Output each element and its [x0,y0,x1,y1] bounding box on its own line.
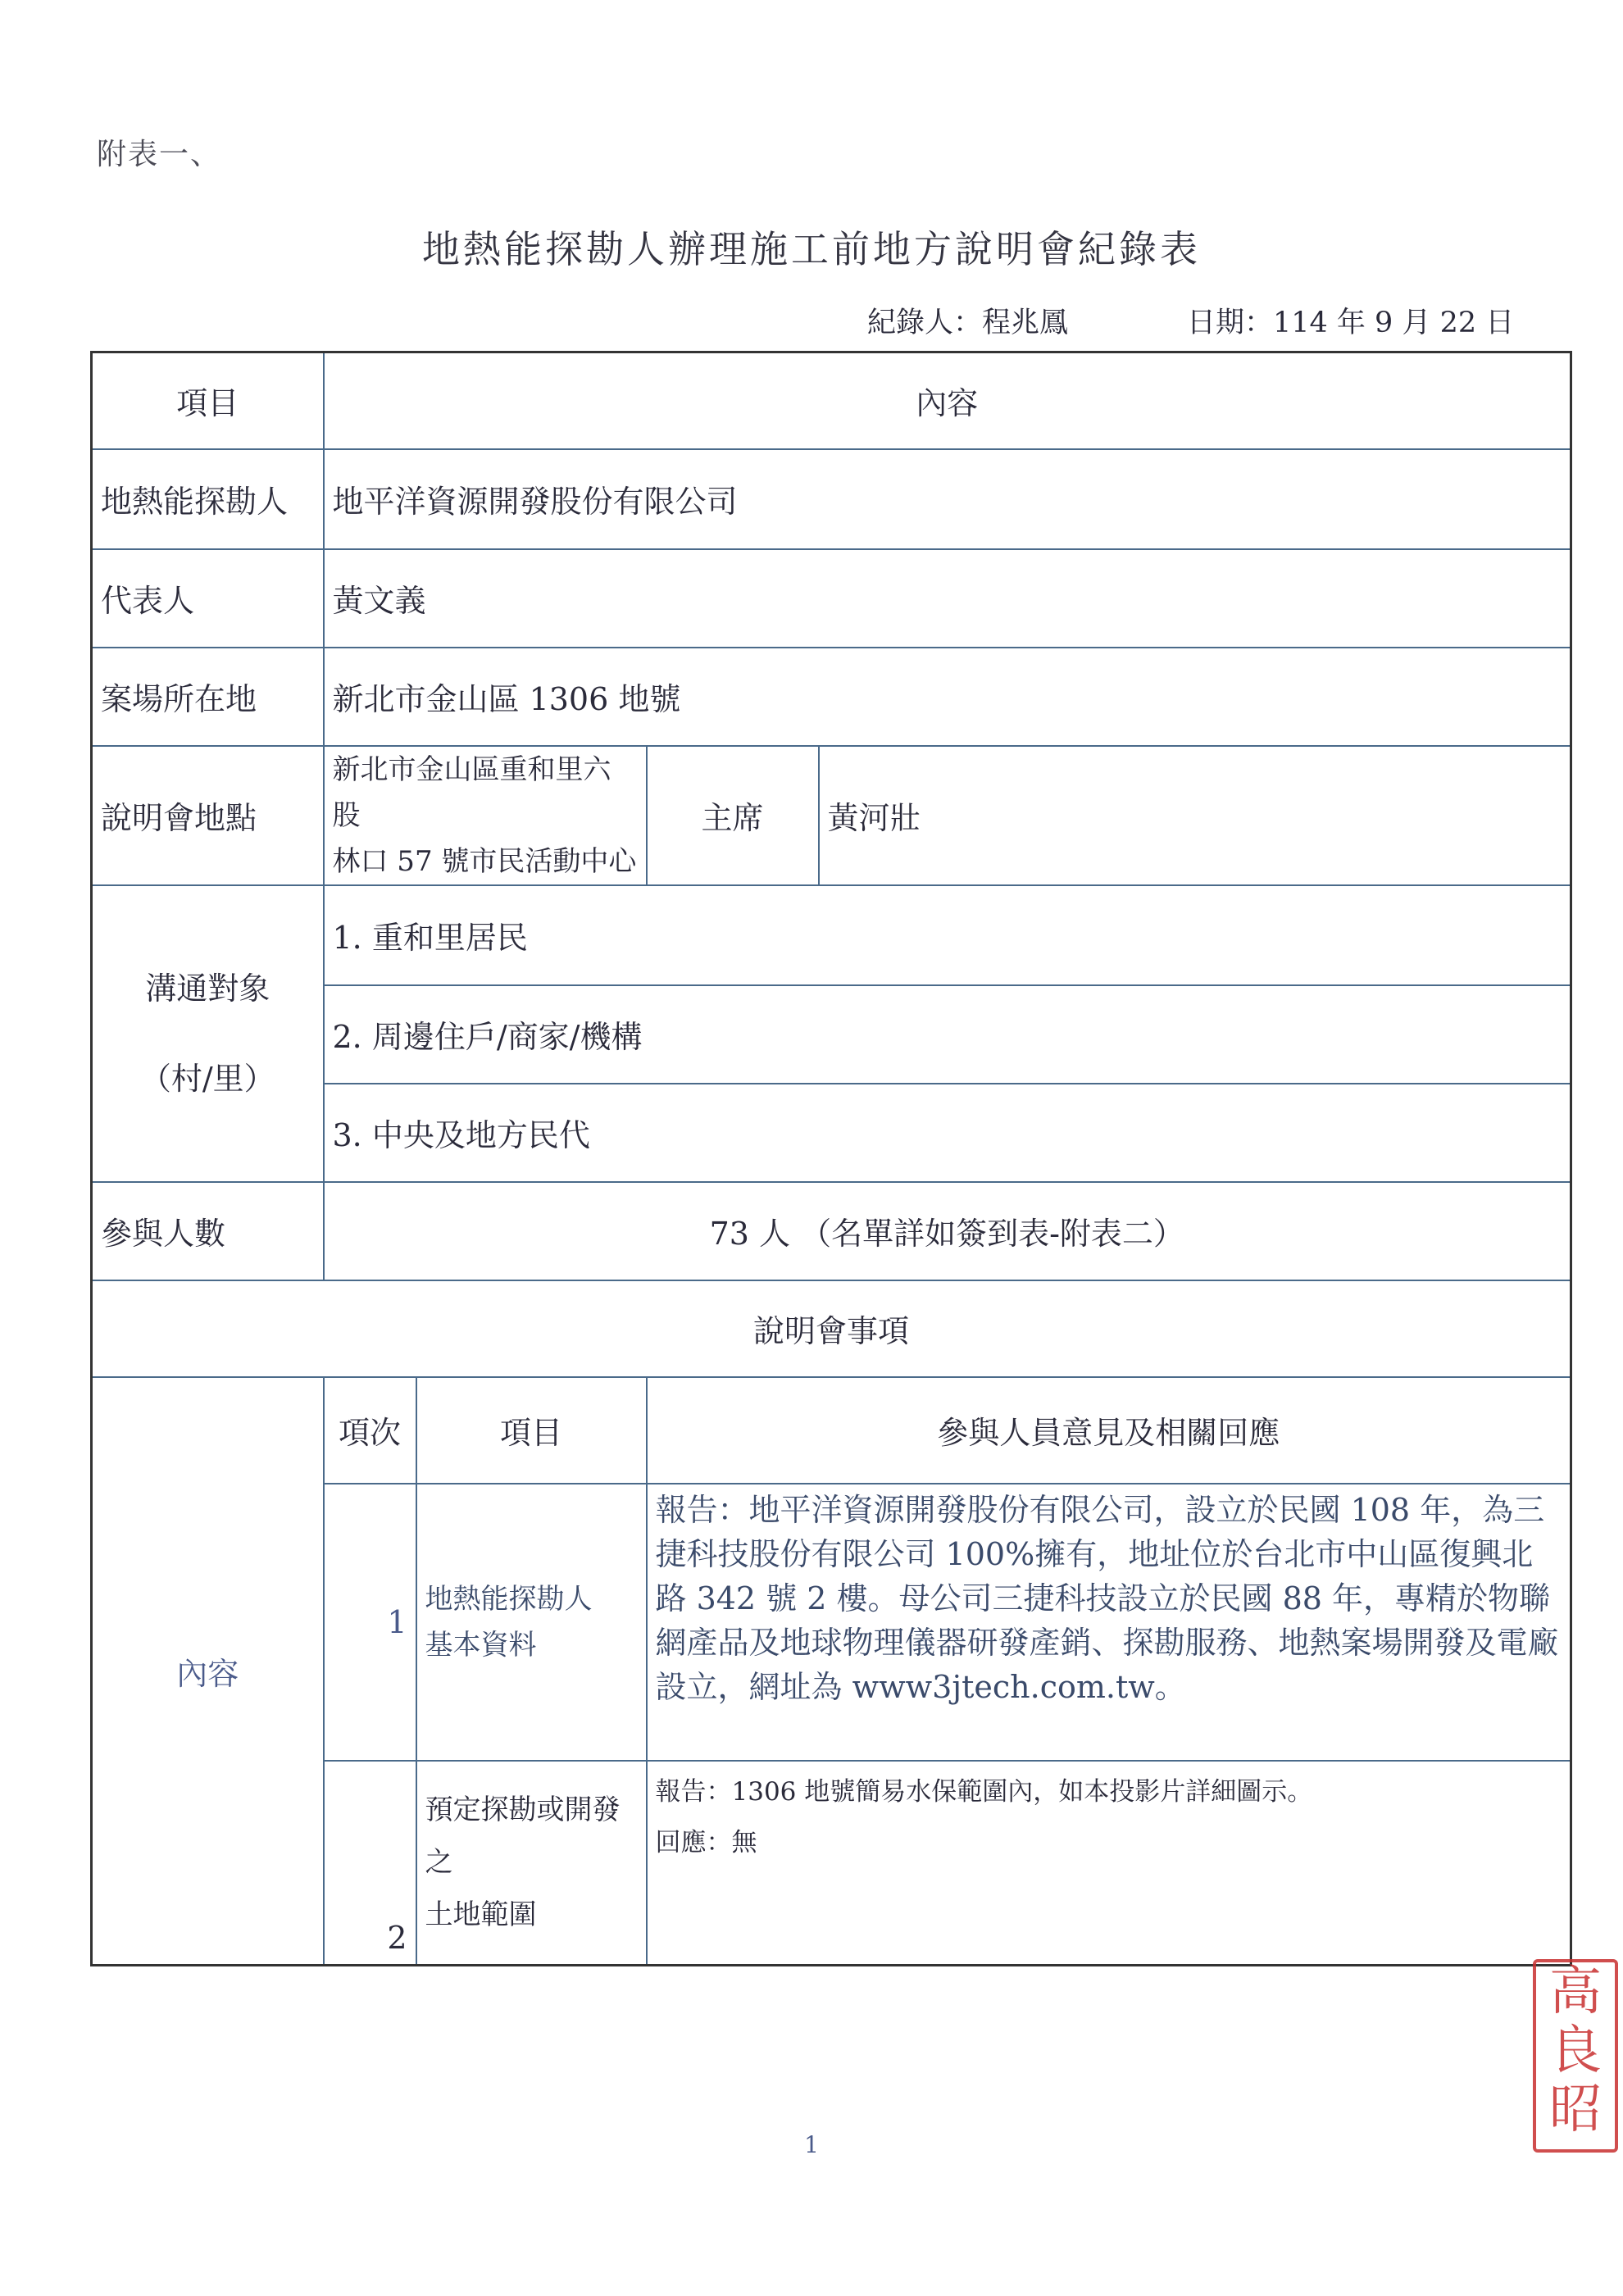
item-1-name-line-1: 地熱能探勘人 [425,1582,593,1616]
record-table [90,351,1572,1966]
explorer-row [92,449,1571,549]
briefing-content-label: 內容 [92,1377,324,1966]
item-2-name-line-2: 土地範圍 [425,1898,537,1932]
participants-row [92,1182,1571,1280]
col-response-header: 參與人員意見及相關回應 [647,1377,1571,1484]
chair-label: 主席 [647,746,819,885]
recorder-label: 紀錄人：程兆鳳 [867,307,1069,339]
item-2-name [416,1761,647,1966]
item-2-response-line-1: 報告：1306 地號簡易水保範圍內，如本投影片詳細圖示。 [655,1776,1313,1807]
site-value: 新北市金山區 1306 地號 [324,648,1571,746]
communication-item-1: 1. 重和里居民 [324,885,1571,985]
briefing-header-row [92,1377,1571,1484]
communication-label-line-1: 溝通對象 [145,970,270,1007]
site-label: 案場所在地 [92,648,324,746]
venue-line-1: 新北市金山區重和里六股 [332,752,611,832]
communication-label [92,885,324,1182]
item-2-no: 2 [324,1761,416,1966]
representative-row [92,549,1571,648]
page-number: 1 [804,2131,819,2158]
venue-label: 說明會地點 [92,746,324,885]
item-2-name-line-1: 預定探勘或開發之 [425,1794,621,1880]
communication-item-2: 2. 周邊住戶/商家/機構 [324,985,1571,1084]
communication-row-1 [92,885,1571,985]
explorer-value: 地平洋資源開發股份有限公司 [324,449,1571,549]
seal-glyph: 昭 [1549,2080,1602,2140]
header-row [92,352,1571,449]
venue-line-2: 林口 57 號市民活動中心 [332,844,637,878]
representative-value: 黃文義 [324,549,1571,648]
venue-row [92,746,1571,885]
chair-value: 黃河壯 [819,746,1571,885]
seal-glyph: 高 [1549,1962,1602,2022]
item-1-response: 報告：地平洋資源開發股份有限公司，設立於民國 108 年，為三捷科技股份有限公司 100%擁有，地址位於台北市中山區復興北路 342 號 2 樓。母公司三捷科技設立於民國 88 年，專精於物聯網產品及地球物理儀器研發產銷、探勘服務、地熱案場開發及電廠設立，網址為 www3jtech.com.tw。 [647,1484,1571,1761]
communication-label-line-2: （村/里） [139,1060,275,1097]
item-1-name [416,1484,647,1761]
briefing-section-title: 說明會事項 [92,1280,1571,1377]
annex-label: 附表一、 [97,138,222,171]
header-item: 項目 [92,352,324,449]
venue-value [324,746,647,885]
item-2-response [647,1761,1571,1966]
page-title: 地熱能探勘人辦理施工前地方說明會紀錄表 [422,227,1201,271]
col-no-header: 項次 [324,1377,416,1484]
date-label: 日期：114 年 9 月 22 日 [1187,307,1515,339]
communication-item-3: 3. 中央及地方民代 [324,1084,1571,1182]
participants-label: 參與人數 [92,1182,324,1280]
briefing-section-row [92,1280,1571,1377]
item-1-name-line-2: 基本資料 [425,1628,537,1662]
header-content: 內容 [324,352,1571,449]
explorer-label: 地熱能探勘人 [92,449,324,549]
col-item-header: 項目 [416,1377,647,1484]
item-2-response-line-2: 回應：無 [655,1827,757,1857]
site-row [92,648,1571,746]
seal-stamp [1533,1959,1618,2153]
participants-value: 73 人 （名單詳如簽到表-附表二） [324,1182,1571,1280]
seal-glyph: 良 [1549,2021,1602,2081]
representative-label: 代表人 [92,549,324,648]
item-1-no: 1 [324,1484,416,1761]
